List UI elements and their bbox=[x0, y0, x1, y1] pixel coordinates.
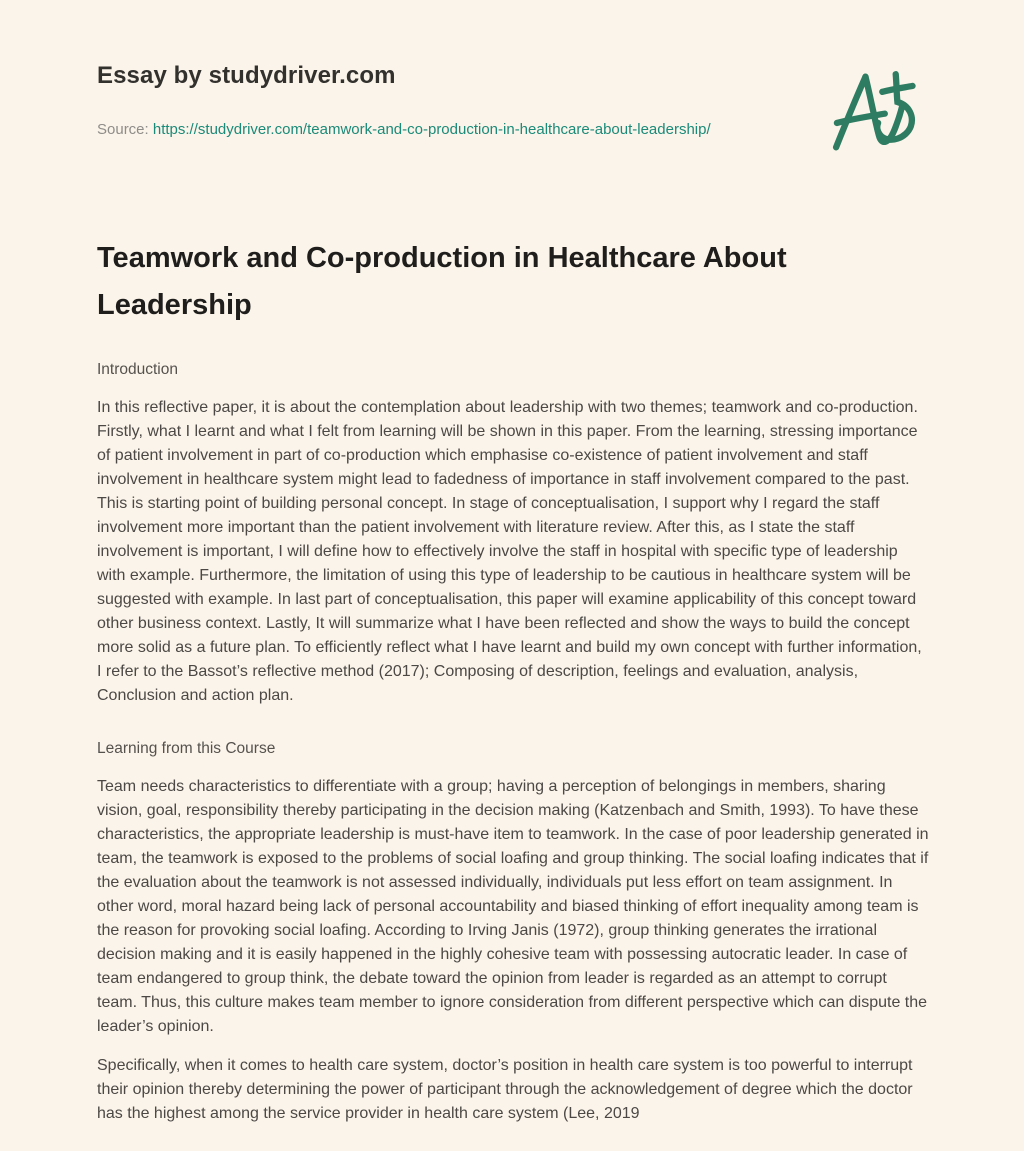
source-label: Source: bbox=[97, 121, 153, 138]
essay-title: Teamwork and Co-production in Healthcare About Leadership bbox=[97, 242, 787, 321]
section-heading-introduction: Introduction bbox=[97, 361, 178, 378]
section-heading-learning: Learning from this Course bbox=[97, 740, 276, 757]
site-title: Essay by studydriver.com bbox=[97, 62, 396, 89]
paragraph-learning-1: Team needs characteristics to differentiate with a group; having a perception of belongings in members, sharing vision, goal, responsibility thereby participating in the decision making (Katzenbach and Smith, 1993). To have these characteristics, the appropriate leadership is must-have item to teamwork. In the case of poor leadership generated in team, the teamwork is exposed to the problems of social loafing and group thinking. The social loafing indicates that if the evaluation about the teamwork is not assessed individually, individuals put less effort on team assignment. In other word, moral hazard being lack of personal accountability and biased thinking of effort inequality among team is the reason for provoking social loafing. According to Irving Janis (1972), group thinking generates the irrational decision making and it is easily happened in the highly cohesive team with possessing autocratic leader. In case of team endangered to group think, the debate toward the opinion from leader is regarded as an attempt to corrupt team. Thus, this culture makes team member to ignore consideration from different perspective which can dispute the leader’s opinion. bbox=[97, 778, 929, 1035]
paragraph-introduction: In this reflective paper, it is about the contemplation about leadership with two themes; teamwork and co-production. Firstly, what I learnt and what I felt from learning will be shown in this paper. From the learning, stressing importance of patient involvement in part of co-production which emphasise co-existence of patient involvement and staff involvement in healthcare system might lead to fadedness of importance in staff involvement compared to the past. This is starting point of building personal concept. In stage of conceptualisation, I support why I regard the staff involvement more important than the patient involvement with literature review. After this, as I state the staff involvement is important, I will define how to effectively involve the staff in hospital with specific type of leadership with example. Furthermore, the limitation of using this type of leadership to be cautious in healthcare system will be suggested with example. In last part of conceptualisation, this paper will examine applicability of this concept toward other business context. Lastly, It will summarize what I have been reflected and show the ways to build the concept more solid as a future plan. To efficiently reflect what I have learnt and build my own concept with further information, I refer to the Bassot’s reflective method (2017); Composing of description, feelings and evaluation, analysis, Conclusion and action plan. bbox=[97, 399, 922, 704]
source-line bbox=[97, 117, 715, 142]
paragraph-learning-2: Specifically, when it comes to health care system, doctor’s position in health care system is too powerful to interrupt their opinion thereby determining the power of participant through the acknowledgement of degree which the doctor has the highest among the service provider in health care system (Lee, 2019 bbox=[97, 1057, 913, 1122]
source-url-link[interactable]: https://studydriver.com/teamwork-and-co-production-in-healthcare-about-leadership/ bbox=[152, 121, 711, 138]
